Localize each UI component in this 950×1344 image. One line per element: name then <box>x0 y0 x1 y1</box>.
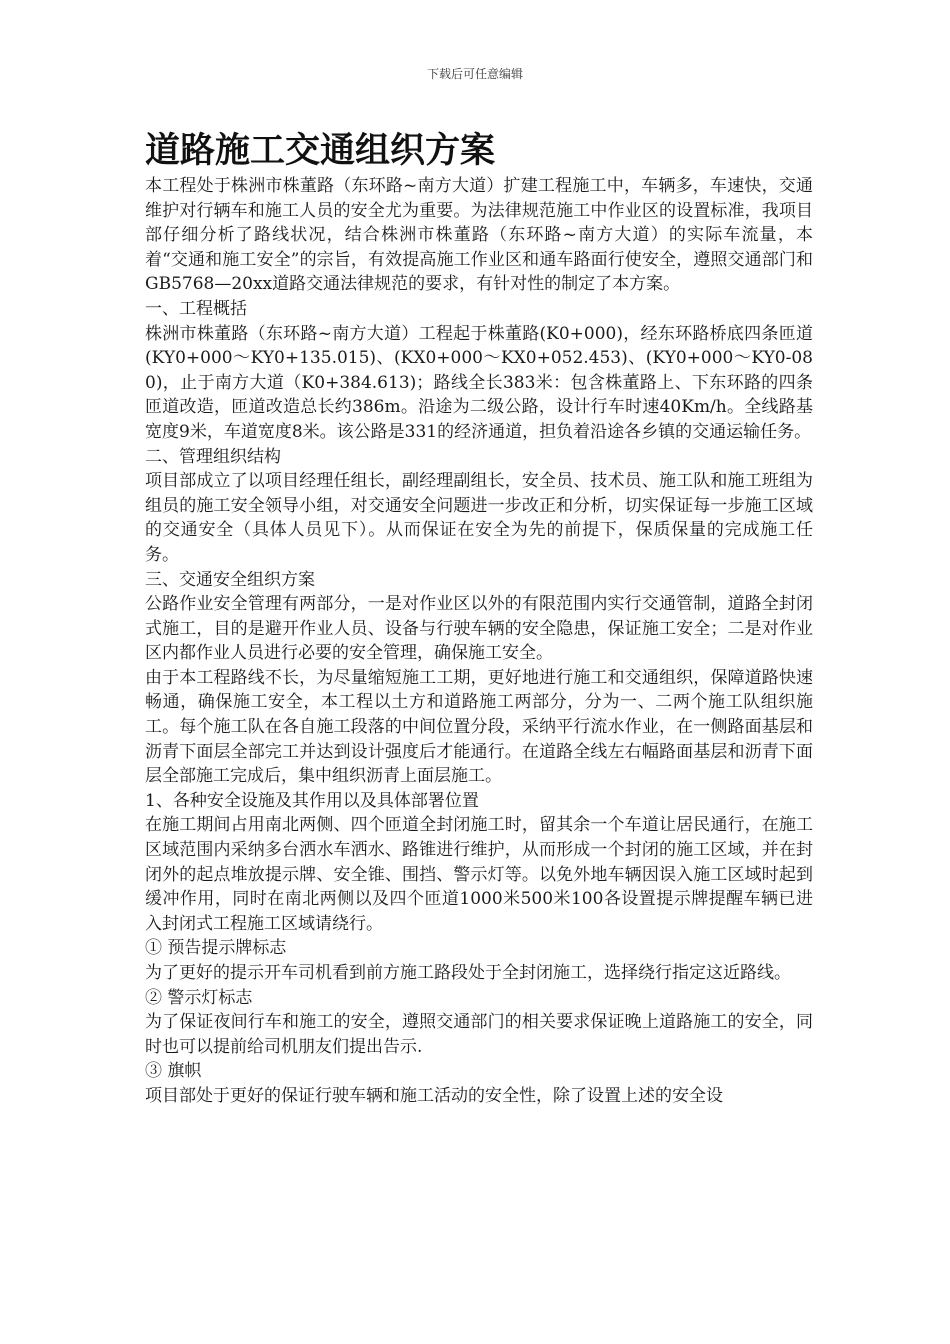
intro-paragraph: 本工程处于株洲市株董路（东环路~南方大道）扩建工程施工中，车辆多，车速快，交通维护对行辆车和施工人员的安全尤为重要。为法律规范施工中作业区的设置标准，我项目部仔细分析了路线状况，结合株洲市株董路（东环路~南方大道）的实际车流量，本着“交通和施工安全”的宗旨，有效提高施工作业区和通车路面行使安全，遵照交通部门和GB5768—20xx道路交通法律规范的要求，有针对性的制定了本方案。 <box>145 176 813 295</box>
section-heading-traffic-plan: 三、交通安全组织方案 <box>145 569 315 590</box>
traffic-plan-paragraph-2: 由于本工程路线不长，为尽量缩短施工工期，更好地进行施工和交通组织，保障道路快速畅通，确保施工安全，本工程以土方和道路施工两部分，分为一、二两个施工队组织施工。每个施工队在各自施工段落的中间位置分段，采纳平行流水作业，在一侧路面基层和沥青下面层全部完工并达到设计强度后才能通行。在道路全线左右幅路面基层和沥青下面层全部施工完成后，集中组织沥青上面层施工。 <box>145 667 813 787</box>
page-header-note: 下载后可任意编辑 <box>426 67 523 81</box>
flags-paragraph: 项目部处于更好的保证行驶车辆和施工活动的安全性，除了设置上述的安全设 <box>145 1085 723 1106</box>
item-heading-flags: ③ 旗帜 <box>145 1061 202 1082</box>
item-heading-warning-light: ② 警示灯标志 <box>145 987 253 1008</box>
overview-paragraph: 株洲市株董路（东环路~南方大道）工程起于株董路(K0+000)，经东环路桥底四条匝道(KY0+000～KY0+135.015)、(KX0+000～KX0+052.453)、(KY0+000～KY0-080)，止于南方大道（K0+384.613)；路线全长383米：包含株董路上、下东环路的四条匝道改造，匝道改造总长约386m。沿途为二级公路，设计行车时速40Km/h。全线路基宽度9米，车道宽度8米。该公路是331的经济通道，担负着沿途各乡镇的交通运输任务。 <box>145 323 813 442</box>
warning-sign-paragraph: 为了更好的提示开车司机看到前方施工路段处于全封闭施工，选择绕行指定这近路线。 <box>145 963 791 983</box>
subsection-heading-facilities: 1、各种安全设施及其作用以及具体部署位置 <box>145 790 479 811</box>
traffic-plan-paragraph-1: 公路作业安全管理有两部分，一是对作业区以外的有限范围内实行交通管制，道路全封闭式施工，目的是避开作业人员、设备与行驶车辆的安全隐患，保证施工安全；二是对作业区内都作业人员进行必要的安全管理，确保施工安全。 <box>145 594 813 664</box>
document-title: 道路施工交通组织方案 <box>145 130 496 171</box>
warning-light-paragraph: 为了保证夜间行车和施工的安全，遵照交通部门的相关要求保证晚上道路施工的安全，同时也可以提前给司机朋友们提出告示. <box>145 1012 813 1057</box>
facilities-paragraph: 在施工期间占用南北两侧、四个匝道全封闭施工时，留其余一个车道让居民通行，在施工区域范围内采纳多台洒水车洒水、路锥进行维护，从而形成一个封闭的施工区域，并在封闭外的起点堆放提示牌、安全锥、围挡、警示灯等。以免外地车辆因误入施工区域时起到缓冲作用，同时在南北两侧以及四个匝道1000米500米100各设置提示牌提醒车辆已进入封闭式工程施工区域请绕行。 <box>145 815 813 934</box>
section-heading-management: 二、管理组织结构 <box>145 446 281 467</box>
document-body <box>145 128 813 1109</box>
item-heading-warning-sign: ① 预告提示牌标志 <box>145 938 287 959</box>
section-heading-overview: 一、工程概括 <box>145 298 247 319</box>
management-paragraph: 项目部成立了以项目经理任组长，副经理副组长，安全员、技术员、施工队和施工班组为组员的施工安全领导小组，对交通安全问题进一步改正和分析，切实保证每一步施工区域的交通安全（具体人员见下）。从而保证在安全为先的前提下，保质保量的完成施工任务。 <box>145 471 813 565</box>
